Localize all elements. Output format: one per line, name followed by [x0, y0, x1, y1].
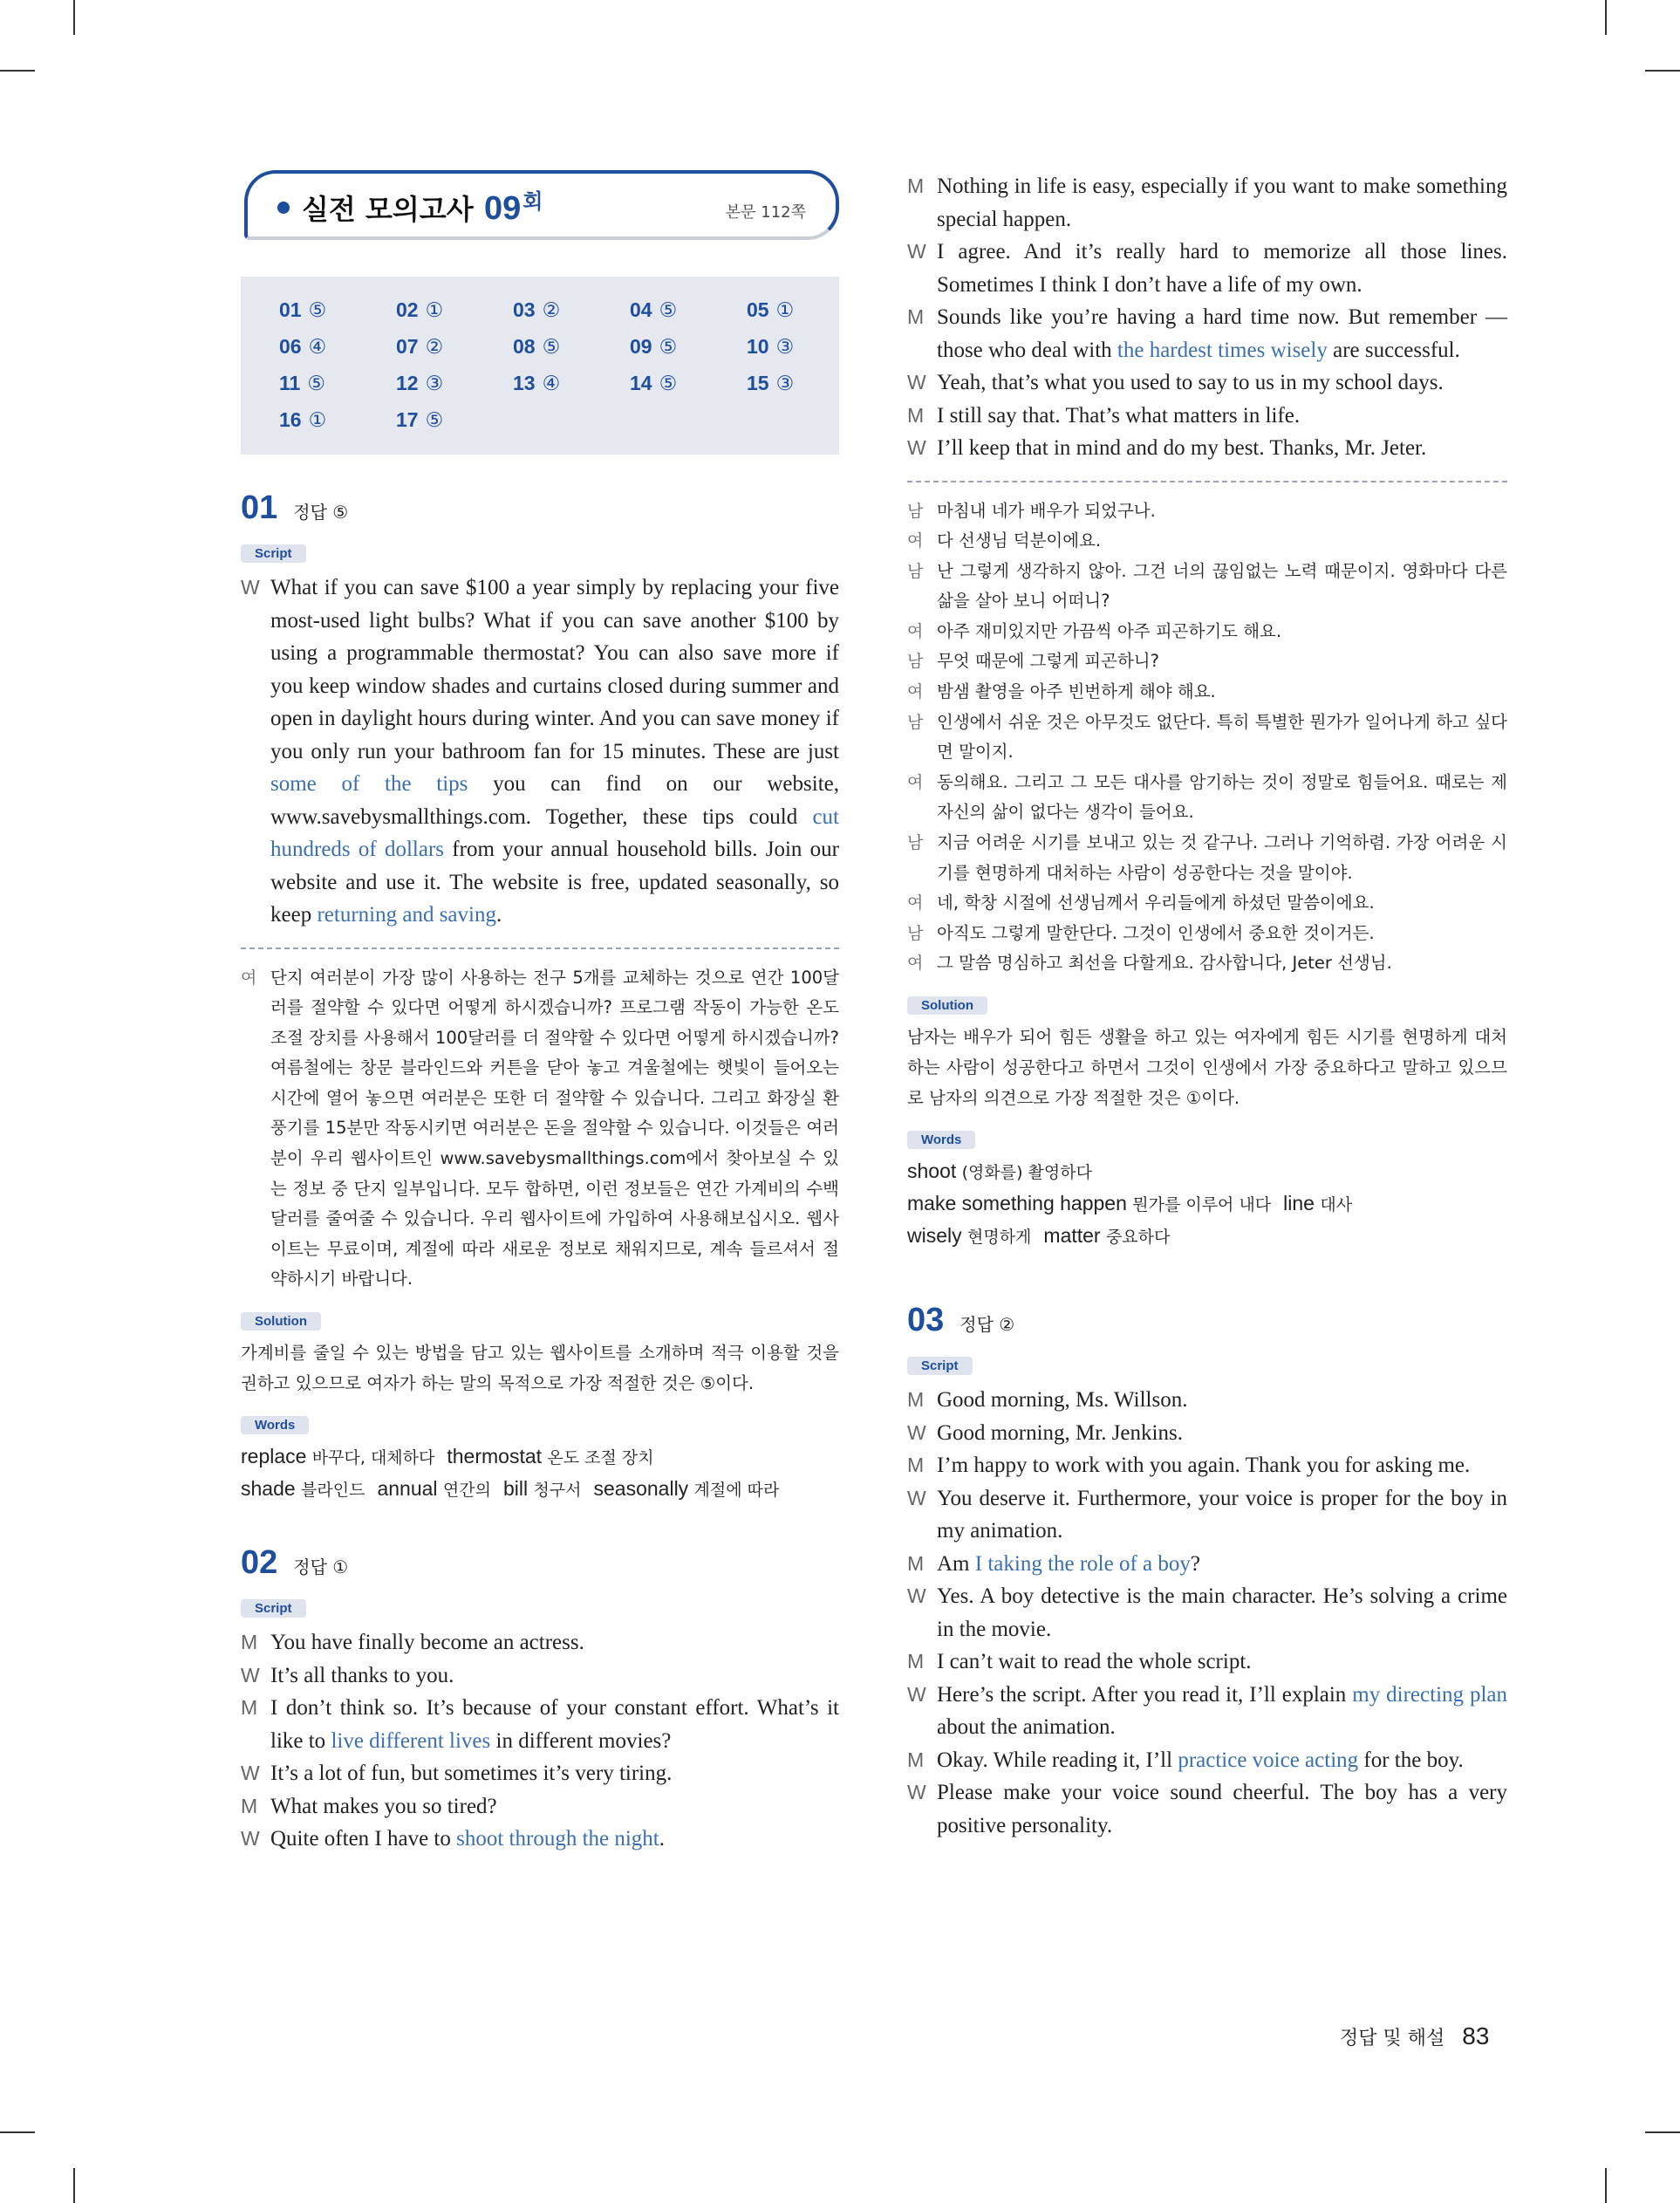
dialogue-line [907, 1776, 1507, 1842]
speaker: M [241, 1631, 258, 1654]
answer-number: 01 [279, 298, 302, 321]
answer-value: ③ [775, 335, 795, 358]
words-row [907, 1188, 1507, 1221]
highlight-phrase: the hardest times wisely [1117, 338, 1328, 362]
speaker: 여 [907, 682, 924, 702]
word-en: annual [377, 1477, 438, 1501]
word-ko: (영화를) 촬영하다 [961, 1163, 1092, 1182]
answer-item [630, 296, 747, 324]
crop-mark [73, 0, 75, 35]
line-text: Nothing in life is easy, especially if you want to make something special happen. [937, 174, 1507, 231]
speaker: W [907, 1420, 926, 1444]
answer-number: 08 [513, 335, 536, 358]
solution-label: Solution [241, 1312, 321, 1331]
speaker: W [907, 1486, 926, 1509]
answer-item [747, 369, 864, 397]
answer-value: ② [425, 335, 444, 358]
word-en: line [1283, 1192, 1315, 1214]
word-en: replace [241, 1445, 307, 1468]
crop-mark [73, 2168, 75, 2203]
question-header [907, 1302, 1507, 1339]
question-number: 03 [907, 1302, 945, 1338]
translation-line [907, 526, 1507, 557]
answer-number: 04 [630, 298, 652, 321]
section-title: 실전 모의고사 [302, 193, 474, 226]
word-ko: 계절에 따라 [693, 1481, 780, 1501]
dialogue-line [907, 1548, 1507, 1581]
answer-number: 10 [747, 335, 769, 358]
answer-value: ⑤ [659, 298, 678, 321]
question-header [241, 489, 839, 527]
speaker: M [907, 1748, 925, 1771]
answer-label: 정답 ② [960, 1314, 1015, 1335]
answer-label: 정답 ⑤ [293, 502, 349, 523]
line-text: 동의해요. 그리고 그 모든 대사를 암기하는 것이 정말로 힘들어요. 때로는 제 자신의 삶이 없다는 생각이 들어요. [937, 771, 1507, 823]
line-text: I don’t think so. It’s because of your constant effort. What’s it like to live different lives in different movies? [270, 1696, 839, 1753]
speaker: 남 [907, 833, 924, 853]
word-en: shade [241, 1477, 296, 1501]
speaker: 남 [907, 652, 924, 672]
dialogue-line [907, 1580, 1507, 1645]
answer-number: 17 [396, 408, 419, 431]
question-number: 02 [241, 1544, 278, 1582]
line-text: It’s a lot of fun, but sometimes it’s very tiring. [270, 1762, 673, 1786]
speaker: 남 [907, 501, 924, 521]
line-text: 다 선생님 덕분이에요. [937, 530, 1102, 551]
answer-label: 정답 ① [293, 1556, 349, 1578]
speaker: W [907, 371, 926, 393]
solution-label: Solution [907, 996, 987, 1015]
answer-item [396, 296, 513, 324]
line-text: I’ll keep that in mind and do my best. Thanks, Mr. Jeter. [937, 436, 1427, 460]
speaker: W [907, 436, 926, 459]
answer-value: ⑤ [659, 335, 678, 358]
word-en: seasonally [593, 1477, 689, 1501]
answer-value: ③ [425, 372, 444, 394]
words-list [907, 1156, 1507, 1253]
speaker: W [907, 1584, 926, 1607]
answer-value: ④ [308, 335, 327, 358]
translation-line [907, 768, 1507, 828]
answer-grid [241, 277, 839, 455]
speaker: M [907, 174, 925, 197]
speaker: 남 [907, 561, 924, 581]
speaker: W [907, 1781, 926, 1803]
line-text: I’m happy to work with you again. Thank you for asking me. [937, 1454, 1471, 1477]
answer-number: 03 [513, 298, 536, 321]
answer-value: ③ [775, 372, 795, 394]
speaker: W [241, 1663, 260, 1686]
words-row [907, 1221, 1507, 1253]
crop-mark [1605, 0, 1607, 35]
answer-value: ⑤ [542, 335, 561, 358]
line-text: Good morning, Mr. Jenkins. [937, 1420, 1183, 1445]
right-column [907, 170, 1507, 1842]
crop-mark [1645, 70, 1680, 72]
answer-item [513, 296, 630, 324]
line-text: Am I taking the role of a boy? [937, 1551, 1201, 1576]
dialogue-line [907, 236, 1507, 301]
dialogue-line [241, 1692, 839, 1757]
solution-text: 남자는 배우가 되어 힘든 생활을 하고 있는 여자에게 힘든 시기를 현명하게 대처하는 사람이 성공한다고 하면서 그것이 인생에서 가장 중요하다고 말하고 있으므로 남자의 의견으로 가장 적절한 것은 ①이다. [907, 1027, 1507, 1108]
section-title-box [244, 170, 839, 240]
word-ko: 블라인드 [301, 1481, 365, 1501]
answer-number: 11 [279, 372, 301, 394]
bullet-icon [277, 202, 290, 214]
speaker: 여 [907, 621, 924, 641]
line-text: 네, 학창 시절에 선생님께서 우리들에게 하셨던 말씀이에요. [937, 893, 1375, 913]
word-ko: 청구서 [533, 1481, 582, 1501]
speaker: M [907, 1551, 925, 1575]
answer-number: 13 [513, 372, 536, 394]
speaker: W [907, 240, 926, 263]
translation-text: 여 단지 여러분이 가장 많이 사용하는 전구 5개를 교체하는 것으로 연간 100달러를 절약할 수 있다면 어떻게 하시겠습니까? 프로그램 작동이 가능한 온도 조절 장치를 사용해서 100달러를 더 절약할 수 있다면 어떻게 하시겠습니까? 여름철에는 창문 블라인드와 커튼을 닫아 놓고 겨울철에는 햇빛이 들어오는 시간에 열어 놓으면 여러분은 또한 더 절약할 수 있습니다. 그리고 화장실 환풍기를 15분만 작동시키면 여러분은 돈을 절약할 수 있습니다. 이것들은 여러분이 우리 웹사이트인 www.savebysmallthings.com에서 찾아보실 수 있는 정보 중 단지 일부입니다. 모두 합하면, 이런 정보들은 연간 가계비의 수백 달러를 줄여줄 수 있습니다. 우리 웹사이트에 가입하여 사용해보십시오. 웹사이트는 무료이며, 계절에 따라 새로운 정보로 채워지므로, 계속 들르셔서 절약하시기 바랍니다. [241, 967, 839, 1290]
speaker: 남 [907, 712, 924, 732]
line-text: 인생에서 쉬운 것은 아무것도 없단다. 특히 특별한 뭔가가 일어나게 하고 싶다면 말이지. [937, 711, 1507, 763]
answer-value: ① [308, 408, 327, 431]
word-ko: 뭔가를 이루어 내다 [1132, 1195, 1272, 1214]
answer-value: ⑤ [425, 408, 444, 431]
left-column [241, 170, 839, 1856]
word-en: make something happen [907, 1192, 1127, 1214]
line-text: 그 말씀 명심하고 최선을 다할게요. 감사합니다, Jeter 선생님. [937, 953, 1392, 974]
question-header [241, 1544, 839, 1582]
line-text: Okay. While reading it, I’ll practice voice acting for the boy. [937, 1748, 1464, 1772]
word-ko: 바꾸다, 대체하다 [311, 1448, 435, 1468]
line-text: Here’s the script. After you read it, I’ll explain my directing plan about the animation. [937, 1682, 1508, 1739]
set-number: $09^회$ [484, 190, 543, 227]
translation-line [907, 919, 1507, 949]
dialogue-line [907, 170, 1507, 236]
answer-value: ① [425, 298, 444, 321]
speaker: M [907, 1454, 925, 1476]
highlight-phrase: some of the tips [270, 772, 468, 796]
answer-number: 05 [747, 298, 769, 321]
highlight-phrase: returning and saving [317, 903, 496, 927]
speaker: W [241, 1762, 260, 1785]
word-en: wisely [907, 1224, 962, 1247]
translation-line [907, 828, 1507, 888]
line-text: 밤샘 촬영을 아주 빈번하게 해야 해요. [937, 681, 1216, 702]
answer-value: ⑤ [659, 372, 678, 394]
answer-number: 14 [630, 372, 652, 394]
script-dialogue [907, 1384, 1507, 1842]
answer-item [747, 332, 864, 360]
word-ko: 현명하게 [966, 1228, 1032, 1247]
word-en: thermostat [447, 1445, 543, 1468]
translation-line [907, 496, 1507, 527]
script-dialogue [241, 1626, 839, 1856]
line-text: 난 그렇게 생각하지 않아. 그건 너의 끊임없는 노력 때문이지. 영화마다 다른 삶을 살아 보니 어떠니? [937, 560, 1507, 612]
answer-item [396, 332, 513, 360]
page-reference: 본문 112쪽 [725, 203, 806, 222]
line-text: I still say that. That’s what matters in life. [937, 403, 1301, 428]
answer-value: ⑤ [307, 372, 325, 394]
line-text: 지금 어려운 시기를 보내고 있는 것 같구나. 그러나 기억하렴. 가장 어려운 시기를 현명하게 대처하는 사람이 성공한다는 것을 말이야. [937, 832, 1507, 883]
answer-item [279, 406, 396, 434]
answer-number: 15 [747, 372, 769, 394]
crop-mark [1605, 2168, 1607, 2203]
answer-value: ② [542, 298, 561, 321]
dialogue-line [241, 1626, 839, 1659]
script-label: Script [241, 1599, 306, 1618]
translation-line [907, 948, 1507, 979]
answer-value: ① [775, 298, 795, 321]
words-label: Words [907, 1131, 975, 1149]
question-number: 01 [241, 489, 278, 526]
dialogue-line [907, 1482, 1507, 1548]
answer-number: 12 [396, 372, 419, 394]
divider [241, 948, 839, 949]
answer-value: ⑤ [308, 298, 327, 321]
dialogue-line [241, 1823, 839, 1856]
word-ko: 온도 조절 장치 [547, 1448, 654, 1468]
line-text: Sounds like you’re having a hard time now. But remember — those who deal with the hardest times wisely are successful. [937, 305, 1507, 362]
dialogue-line [907, 1417, 1507, 1450]
word-en: matter [1043, 1224, 1101, 1247]
word-ko: 대사 [1320, 1195, 1353, 1214]
answer-item [396, 369, 513, 397]
words-row [907, 1156, 1507, 1188]
script-dialogue [907, 170, 1507, 465]
answer-number: 02 [396, 298, 419, 321]
page-footer [1340, 2022, 1489, 2050]
line-text: Yes. A boy detective is the main character. He’s solving a crime in the movie. [937, 1584, 1507, 1641]
crop-mark [1645, 2131, 1680, 2133]
translation-line [907, 647, 1507, 677]
dialogue-line [907, 400, 1507, 433]
dialogue-line [907, 1449, 1507, 1482]
speaker: M [907, 305, 925, 328]
answer-item [513, 369, 630, 397]
dialogue-line [241, 1790, 839, 1823]
answer-item [630, 369, 747, 397]
dialogue-line [907, 366, 1507, 400]
crop-mark [0, 2131, 35, 2133]
answer-item [279, 369, 396, 397]
answer-number: 06 [279, 335, 302, 358]
line-text: I can’t wait to read the whole script. [937, 1650, 1252, 1673]
speaker: M [907, 1388, 925, 1411]
script-label: Script [241, 544, 306, 563]
translation-line [907, 677, 1507, 708]
speaker: 여 [907, 531, 924, 551]
line-text: 마침내 네가 배우가 되었구나. [937, 500, 1156, 521]
speaker: M [907, 1650, 925, 1673]
page-number: 83 [1462, 2022, 1490, 2049]
line-text: 아직도 그렇게 말한단다. 그것이 인생에서 중요한 것이거든. [937, 922, 1375, 943]
highlight-phrase: cut hundreds of dollars [270, 804, 839, 861]
line-text: Good morning, Ms. Willson. [937, 1388, 1188, 1412]
translation-line [907, 617, 1507, 647]
speaker: M [241, 1696, 258, 1720]
script-text: W What if you can save $100 a year simply by replacing your five most-used light bulbs? What if you can save another $100 by using a programmable thermostat? You can also save more if you keep window shades and curtains closed during summer and open in daylight hours during winter. And you can save money if you only run your bathroom fan for 15 minutes. These are just some of the tips you can find on our website, www.savebysmallthings.com. Together, these tips could cut hundreds of dollars from your annual household bills. Join our website and use it. The website is free, updated seasonally, so keep returning and saving. [241, 576, 839, 927]
translation-line [907, 557, 1507, 617]
dialogue-line [241, 1757, 839, 1790]
answer-item [396, 406, 513, 434]
line-text: 아주 재미있지만 가끔씩 아주 피곤하기도 해요. [937, 620, 1282, 641]
highlight-phrase: live different lives [331, 1728, 491, 1753]
answer-number: 09 [630, 335, 652, 358]
words-row [241, 1474, 839, 1506]
line-text: You deserve it. Furthermore, your voice is proper for the boy in my animation. [937, 1486, 1507, 1543]
highlight-phrase: I taking the role of a boy [974, 1551, 1191, 1576]
speaker: 남 [907, 923, 924, 943]
crop-mark [0, 70, 35, 72]
solution-text: 가계비를 줄일 수 있는 방법을 담고 있는 웹사이트를 소개하며 적극 이용할 것을 권하고 있으므로 여자가 하는 말의 목적으로 가장 적절한 것은 ⑤이다. [241, 1343, 839, 1394]
line-text: It’s all thanks to you. [270, 1663, 454, 1687]
word-ko: 중요하다 [1105, 1228, 1171, 1247]
translation-line [907, 708, 1507, 768]
words-label: Words [241, 1416, 309, 1434]
dialogue-line [907, 432, 1507, 465]
answer-number: 07 [396, 335, 419, 358]
word-en: bill [502, 1477, 529, 1501]
answer-item [279, 296, 396, 324]
speaker: 여 [907, 893, 924, 913]
dialogue-line [907, 1645, 1507, 1679]
dialogue-line [241, 1659, 839, 1693]
word-ko: 연간의 [442, 1481, 491, 1501]
dialogue-line [907, 1384, 1507, 1417]
line-text: Please make your voice sound cheerful. The boy has a very positive personality. [937, 1781, 1507, 1837]
script-label: Script [907, 1357, 973, 1375]
answer-item [513, 332, 630, 360]
answer-value: ④ [542, 372, 561, 394]
highlight-phrase: my directing plan [1352, 1682, 1508, 1707]
speaker: W [907, 1682, 926, 1706]
dialogue-line [907, 1679, 1507, 1744]
words-row [241, 1441, 839, 1474]
line-text: I agree. And it’s really hard to memorize all those lines. Sometimes I think I don’t have a life of my own. [937, 240, 1507, 297]
speaker: M [241, 1794, 258, 1817]
line-text: Yeah, that’s what you used to say to us in my school days. [937, 371, 1444, 394]
dialogue-line [907, 1744, 1507, 1777]
speaker: 여 [907, 954, 924, 974]
speaker: 여 [907, 772, 924, 792]
line-text: Quite often I have to shoot through the night. [270, 1827, 666, 1851]
line-text: You have finally become an actress. [270, 1631, 584, 1655]
divider [907, 481, 1507, 482]
answer-item [279, 332, 396, 360]
word-en: shoot [907, 1160, 957, 1182]
answer-item [747, 296, 864, 324]
translation-text [907, 496, 1507, 980]
speaker: M [907, 403, 925, 427]
line-text: What makes you so tired? [270, 1794, 497, 1818]
translation-line [907, 888, 1507, 919]
section-name: 정답 및 해설 [1340, 2028, 1445, 2049]
answer-number: 16 [279, 408, 302, 431]
highlight-phrase: practice voice acting [1178, 1748, 1359, 1772]
line-text: 무엇 때문에 그렇게 피곤하니? [937, 651, 1159, 672]
answer-item [630, 332, 747, 360]
speaker: W [241, 1827, 260, 1851]
dialogue-line [907, 301, 1507, 366]
words-list [241, 1441, 839, 1506]
highlight-phrase: shoot through the night [456, 1827, 659, 1851]
